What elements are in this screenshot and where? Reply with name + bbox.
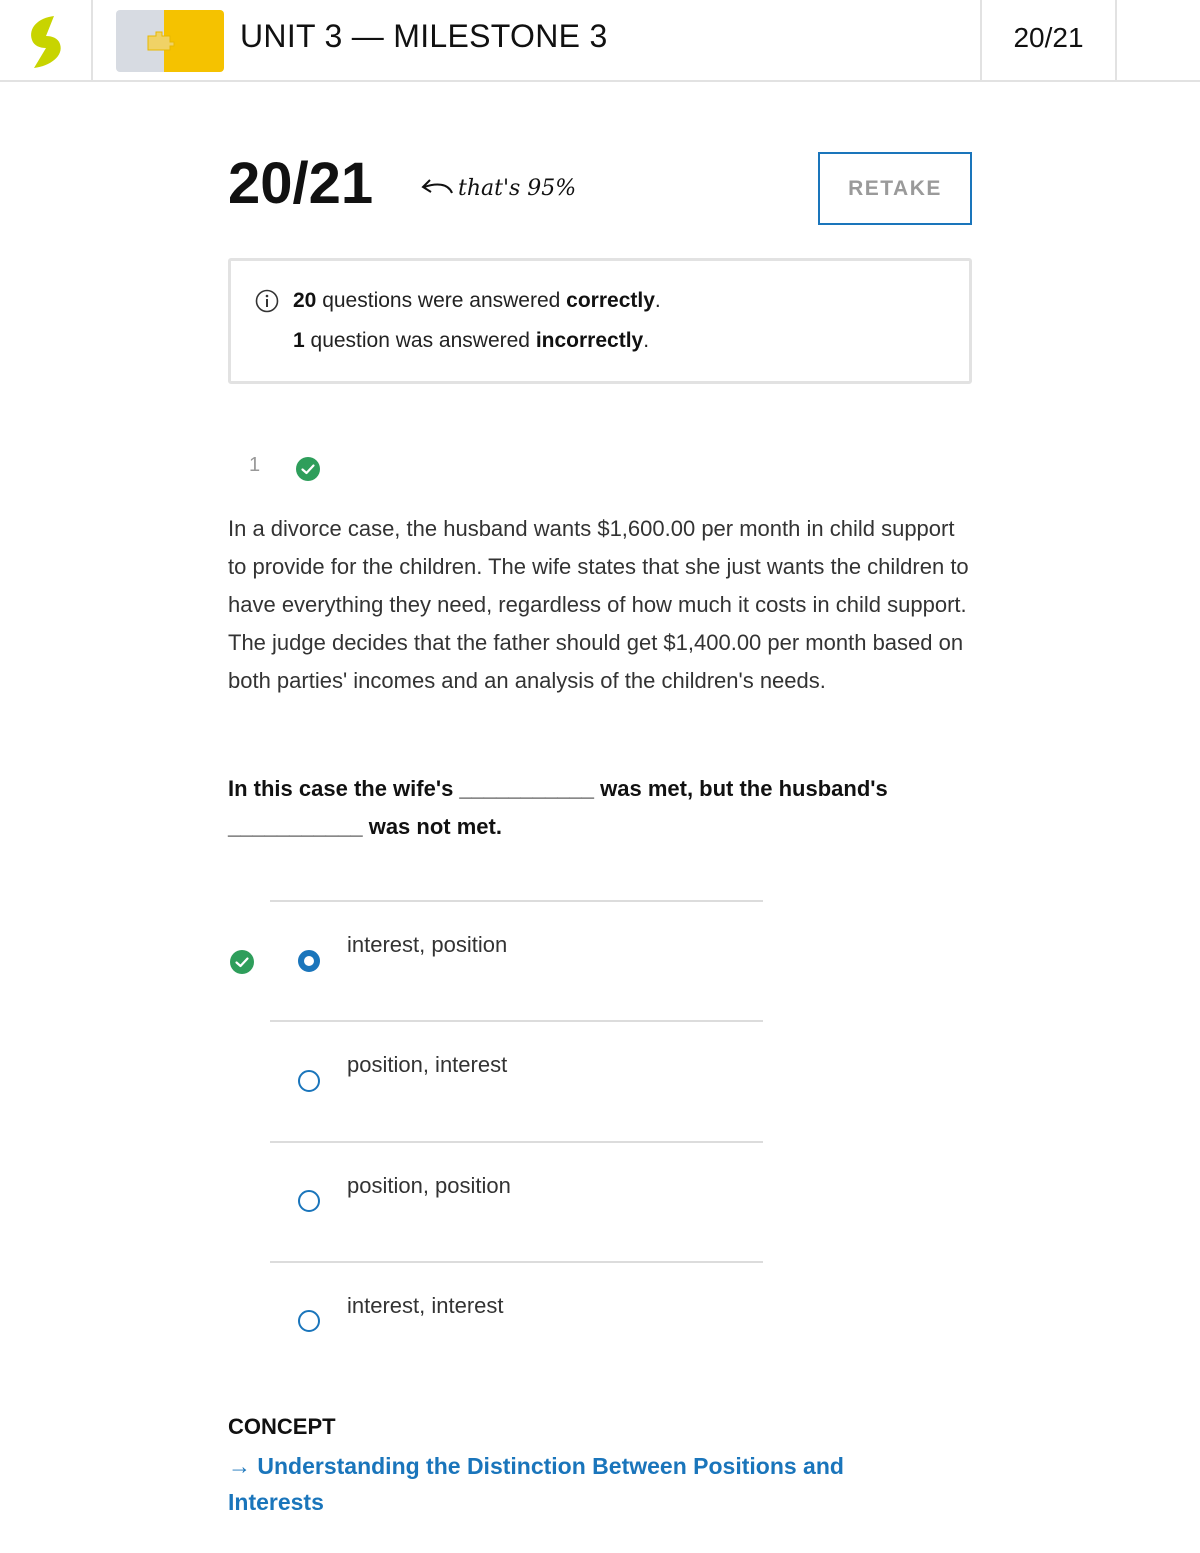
- radio-selected[interactable]: [298, 950, 320, 972]
- option-label: position, position: [347, 1173, 511, 1198]
- incorrect-text: question was answered: [304, 329, 536, 352]
- header-score-text: 20/21: [1013, 22, 1084, 53]
- page-title: UNIT 3 — MILESTONE 3: [240, 18, 608, 54]
- unit-thumbnail: [116, 10, 224, 72]
- correct-answer-check-icon: [229, 949, 255, 975]
- radio[interactable]: [298, 1070, 320, 1092]
- question-prompt: In this case the wife's ___________ was met, but the husband's ___________ was not met.: [228, 776, 888, 839]
- puzzle-icon: [146, 30, 180, 52]
- logo-container[interactable]: [0, 0, 93, 82]
- concept-link-text[interactable]: Understanding the Distinction Between Positions and Interests: [228, 1453, 844, 1515]
- correct-count: 20: [293, 289, 317, 312]
- answer-option-4[interactable]: [270, 1263, 763, 1381]
- concept-link[interactable]: [228, 1448, 888, 1520]
- annotation-text: that's 95%: [458, 176, 577, 201]
- incorrect-count: 1: [293, 329, 305, 352]
- answer-option-2[interactable]: [270, 1022, 763, 1140]
- sophia-logo-icon: [24, 14, 68, 70]
- option-label: interest, interest: [347, 1293, 504, 1318]
- answer-option-1[interactable]: [270, 902, 763, 1020]
- option-label: interest, position: [347, 932, 508, 957]
- correct-period: .: [654, 289, 661, 312]
- result-score: 20/21: [228, 151, 374, 216]
- answer-option-3[interactable]: [270, 1143, 763, 1261]
- info-icon: [255, 289, 279, 313]
- results-summary: [228, 258, 972, 384]
- radio[interactable]: [298, 1190, 320, 1212]
- option-label: position, interest: [347, 1052, 508, 1077]
- curved-arrow-icon: [420, 177, 454, 201]
- score-annotation: [420, 176, 576, 201]
- arrow-right-icon: →: [228, 1453, 251, 1479]
- incorrect-period: .: [643, 329, 650, 352]
- top-bar: [0, 0, 1200, 82]
- concept-label: CONCEPT: [228, 1414, 336, 1439]
- correct-summary: [293, 289, 661, 313]
- incorrect-word: incorrectly: [535, 329, 644, 352]
- retake-button[interactable]: RETAKE: [818, 152, 972, 225]
- correct-word: correctly: [566, 289, 655, 312]
- correct-check-icon: [295, 456, 321, 482]
- correct-text: questions were answered: [316, 289, 567, 312]
- radio[interactable]: [298, 1310, 320, 1332]
- header-score: [980, 0, 1117, 82]
- question-number: 1: [249, 454, 261, 476]
- question-text: In a divorce case, the husband wants $1,600.00 per month in child support to provide for the children. The wife states that she just wants the children to have everything they need, regardless of how much it costs in child support. The judge decides that the father should get $1,400.00 per month based on both parties' incomes and an analysis of the children's needs.: [228, 516, 969, 693]
- incorrect-summary: [293, 329, 649, 353]
